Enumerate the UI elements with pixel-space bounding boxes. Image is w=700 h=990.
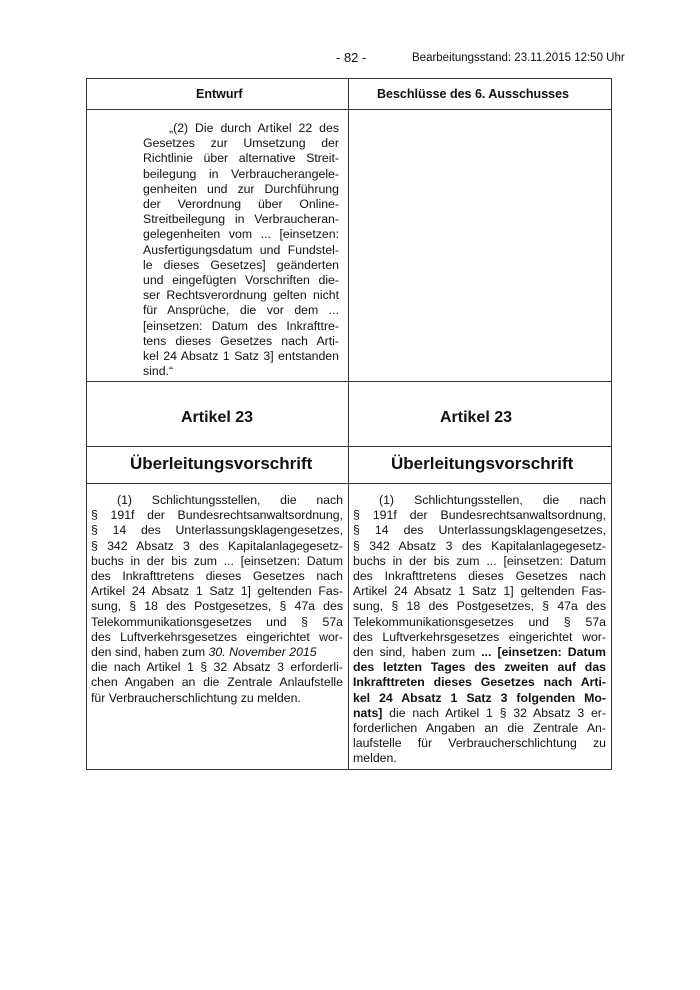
text-line: des Inkrafttretens dieses Gesetzes nach — [91, 569, 343, 584]
text-line: [einsetzen: Datum des Inkrafttre- — [143, 318, 339, 333]
text-line — [353, 706, 606, 721]
text-line: tens dieses Gesetzes nach Arti- — [143, 333, 339, 348]
right-article-title: Überleitungsvorschrift — [391, 454, 574, 473]
text-line — [353, 675, 606, 690]
text-line: melden. — [353, 751, 397, 766]
text-line: Telekommunikationsgesetzes und § 57a — [91, 614, 343, 629]
text-line: Telekommunikationsgesetzes und § 57a — [353, 614, 606, 629]
text-line: chen Angaben an die Zentrale Anlaufstelle — [91, 675, 343, 690]
text-line: der Verordnung über Online- — [143, 197, 339, 212]
left-article-title: Überleitungsvorschrift — [130, 454, 313, 473]
quote-divider — [87, 381, 611, 382]
column-divider — [348, 79, 349, 769]
text-line: § 342 Absatz 3 des Kapitalanlagegesetz- — [91, 538, 343, 553]
text-line: § 191f der Bundesrechtsanwaltsordnung, — [91, 508, 343, 523]
text-line — [353, 691, 606, 706]
text-line: sung, § 18 des Postgesetzes, § 47a des — [91, 599, 343, 614]
text-line: § 14 des Unterlassungsklagengesetzes, — [91, 523, 343, 538]
text-line: gelegenheiten vom ... [einsetzen: — [143, 227, 339, 242]
text-line: sung, § 18 des Postgesetzes, § 47a des — [353, 599, 606, 614]
text-line: le dieses Gesetzes] geänderten — [143, 257, 339, 272]
text-line: und eingefügten Vorschriften die- — [143, 273, 339, 288]
left-paragraph — [91, 493, 343, 706]
text-line: sind.“ — [143, 364, 174, 379]
title-divider — [87, 483, 611, 484]
text-line: ser Rechtsverordnung gelten nicht — [143, 288, 339, 303]
text-segment: die nach Artikel 1 § 32 Absatz 3 er- — [382, 705, 606, 720]
text-line: für Verbraucherschlichtung zu melden. — [91, 690, 301, 705]
text-line: Streitbeilegung in Verbraucheran- — [143, 212, 339, 227]
text-line: § 14 des Unterlassungsklagengesetzes, — [353, 523, 606, 538]
quote-paragraph — [143, 121, 339, 379]
right-paragraph — [353, 493, 606, 767]
text-line — [353, 660, 606, 675]
text-line: die nach Artikel 1 § 32 Absatz 3 erforderli- — [91, 660, 343, 675]
bold-insertion: des letzten Tages des zweiten auf das — [353, 660, 606, 675]
deadline-date: 30. November 2015 — [208, 645, 317, 660]
left-article-label: Artikel 23 — [181, 409, 254, 426]
text-line: genheiten und zur Durchführung — [143, 181, 339, 196]
text-line: „(2) Die durch Artikel 22 des — [169, 121, 339, 135]
bold-insertion: Inkrafttreten dieses Gesetzes nach Arti- — [353, 675, 606, 690]
right-column-header: Beschlüsse des 6. Ausschusses — [377, 87, 569, 101]
comparison-table — [86, 78, 612, 770]
text-line: kel 24 Absatz 1 Satz 3] entstanden — [143, 349, 339, 364]
text-line — [91, 645, 343, 660]
text-line: des Inkrafttretens dieses Gesetzes nach — [353, 569, 606, 584]
right-article-label: Artikel 23 — [440, 409, 513, 426]
text-line: für Ansprüche, die vor dem ... — [143, 303, 339, 318]
text-line: buchs in der bis zum ... [einsetzen: Datum — [91, 553, 343, 568]
text-line — [353, 645, 606, 660]
bold-insertion: kel 24 Absatz 1 Satz 3 folgenden Mo- — [353, 690, 606, 705]
text-line: (1) Schlichtungsstellen, die nach — [379, 493, 606, 507]
text-line: forderlichen Angaben an die Zentrale An- — [353, 721, 606, 736]
text-line: (1) Schlichtungsstellen, die nach — [117, 493, 343, 507]
header-divider — [87, 109, 611, 110]
bold-insertion: ... [einsetzen: Datum — [481, 645, 606, 660]
text-line: beilegung in Verbraucherangele- — [143, 166, 339, 181]
text-line: Ausfertigungsdatum und Fundstel- — [143, 242, 339, 257]
text-line: Artikel 24 Absatz 1 Satz 1] geltenden Fas- — [353, 584, 606, 599]
text-segment: den sind, haben zum — [91, 645, 209, 660]
text-line: des Luftverkehrsgesetzes eingerichtet wor- — [353, 629, 606, 644]
text-line: buchs in der bis zum ... [einsetzen: Datum — [353, 553, 606, 568]
text-line: Artikel 24 Absatz 1 Satz 1] geltenden Fas- — [91, 584, 343, 599]
left-column-header: Entwurf — [196, 87, 243, 101]
text-line: Gesetzes zur Umsetzung der — [143, 136, 339, 151]
text-line: laufstelle für Verbraucherschlichtung zu — [353, 736, 606, 751]
text-line: § 191f der Bundesrechtsanwaltsordnung, — [353, 508, 606, 523]
text-line: Richtlinie über alternative Streit- — [143, 151, 339, 166]
text-line: § 342 Absatz 3 des Kapitalanlagegesetz- — [353, 538, 606, 553]
text-line: des Luftverkehrsgesetzes eingerichtet wor- — [91, 629, 343, 644]
page-number: - 82 - — [336, 50, 367, 65]
bold-insertion: nats] — [353, 705, 383, 720]
edit-status: Bearbeitungsstand: 23.11.2015 12:50 Uhr — [412, 52, 625, 64]
text-segment: den sind, haben zum — [353, 645, 482, 660]
article-divider — [87, 446, 611, 447]
